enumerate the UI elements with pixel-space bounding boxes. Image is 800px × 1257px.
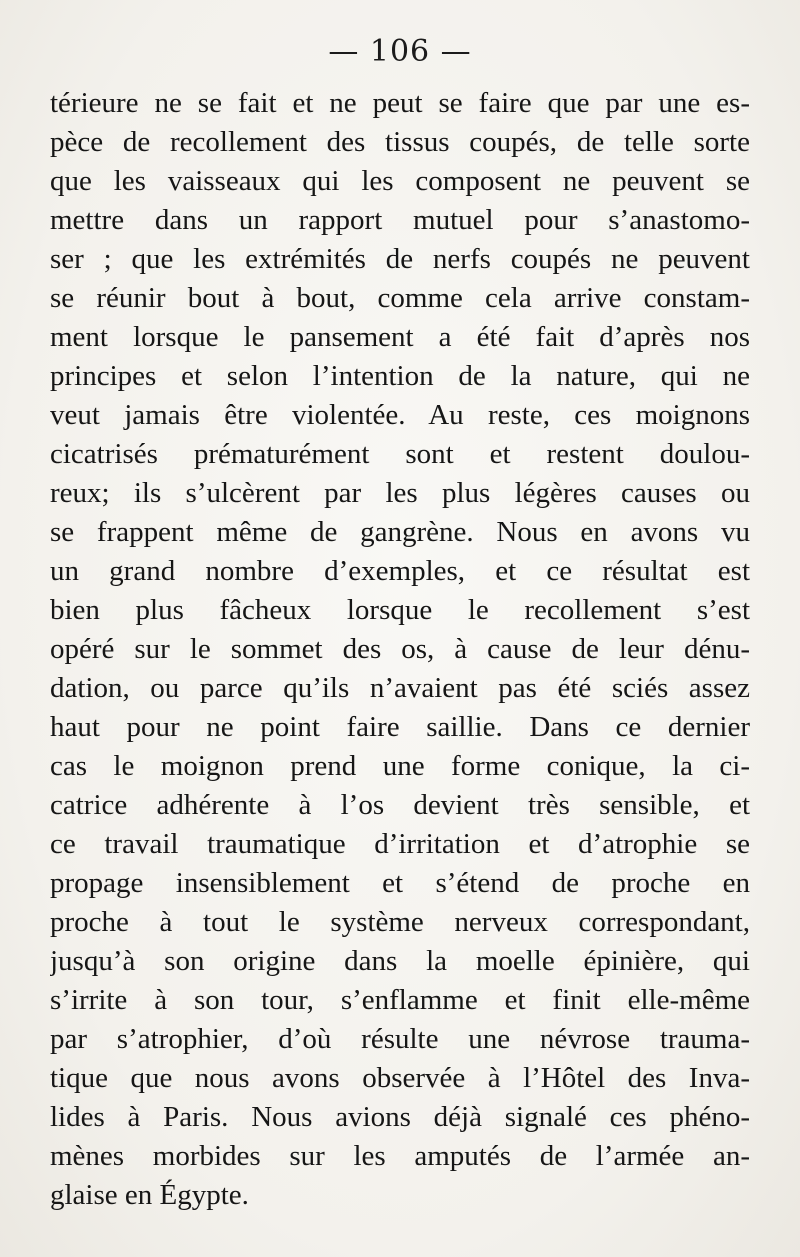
text-line: ce travail traumatique d’irritation et d’atrophie se: [50, 828, 750, 860]
text-line-last: glaise en Égypte.: [50, 1179, 249, 1211]
text-line: se frappent même de gangrène. Nous en avons vu: [50, 516, 750, 548]
text-line: lides à Paris. Nous avions déjà signalé ces phéno-: [50, 1101, 750, 1133]
text-line: proche à tout le système nerveux correspondant,: [50, 906, 750, 938]
text-line: que les vaisseaux qui les composent ne peuvent se: [50, 165, 750, 197]
text-line: veut jamais être violentée. Au reste, ces moignons: [50, 399, 750, 431]
text-line: cas le moignon prend une forme conique, la ci-: [50, 750, 750, 782]
text-line: propage insensiblement et s’étend de proche en: [50, 867, 750, 899]
text-line: reux; ils s’ulcèrent par les plus légères causes ou: [50, 477, 750, 509]
text-line: opéré sur le sommet des os, à cause de leur dénu-: [50, 633, 750, 665]
text-line: catrice adhérente à l’os devient très sensible, et: [50, 789, 750, 821]
text-line: ment lorsque le pansement a été fait d’après nos: [50, 321, 750, 353]
text-body: [50, 84, 750, 1215]
text-line: cicatrisés prématurément sont et restent doulou-: [50, 438, 750, 470]
text-line: tique que nous avons observée à l’Hôtel des Inva-: [50, 1062, 750, 1094]
text-line: mènes morbides sur les amputés de l’armée an-: [50, 1140, 750, 1172]
text-line: térieure ne se fait et ne peut se faire que par une es-: [50, 87, 750, 119]
text-line: se réunir bout à bout, comme cela arrive constam-: [50, 282, 750, 314]
text-line: bien plus fâcheux lorsque le recollement s’est: [50, 594, 750, 626]
text-line: par s’atrophier, d’où résulte une névrose trauma-: [50, 1023, 750, 1055]
text-line: pèce de recollement des tissus coupés, de telle sorte: [50, 126, 750, 158]
text-line: un grand nombre d’exemples, et ce résultat est: [50, 555, 750, 587]
text-line: ser ; que les extrémités de nerfs coupés ne peuvent: [50, 243, 750, 275]
text-line: jusqu’à son origine dans la moelle épinière, qui: [50, 945, 750, 977]
text-line: dation, ou parce qu’ils n’avaient pas été sciés assez: [50, 672, 750, 704]
page-number: — 106 —: [328, 34, 472, 69]
text-line: mettre dans un rapport mutuel pour s’anastomo-: [50, 204, 750, 236]
text-line: s’irrite à son tour, s’enflamme et finit elle-même: [50, 984, 750, 1016]
text-line: haut pour ne point faire saillie. Dans ce dernier: [50, 711, 750, 743]
text-line: principes et selon l’intention de la nature, qui ne: [50, 360, 750, 392]
